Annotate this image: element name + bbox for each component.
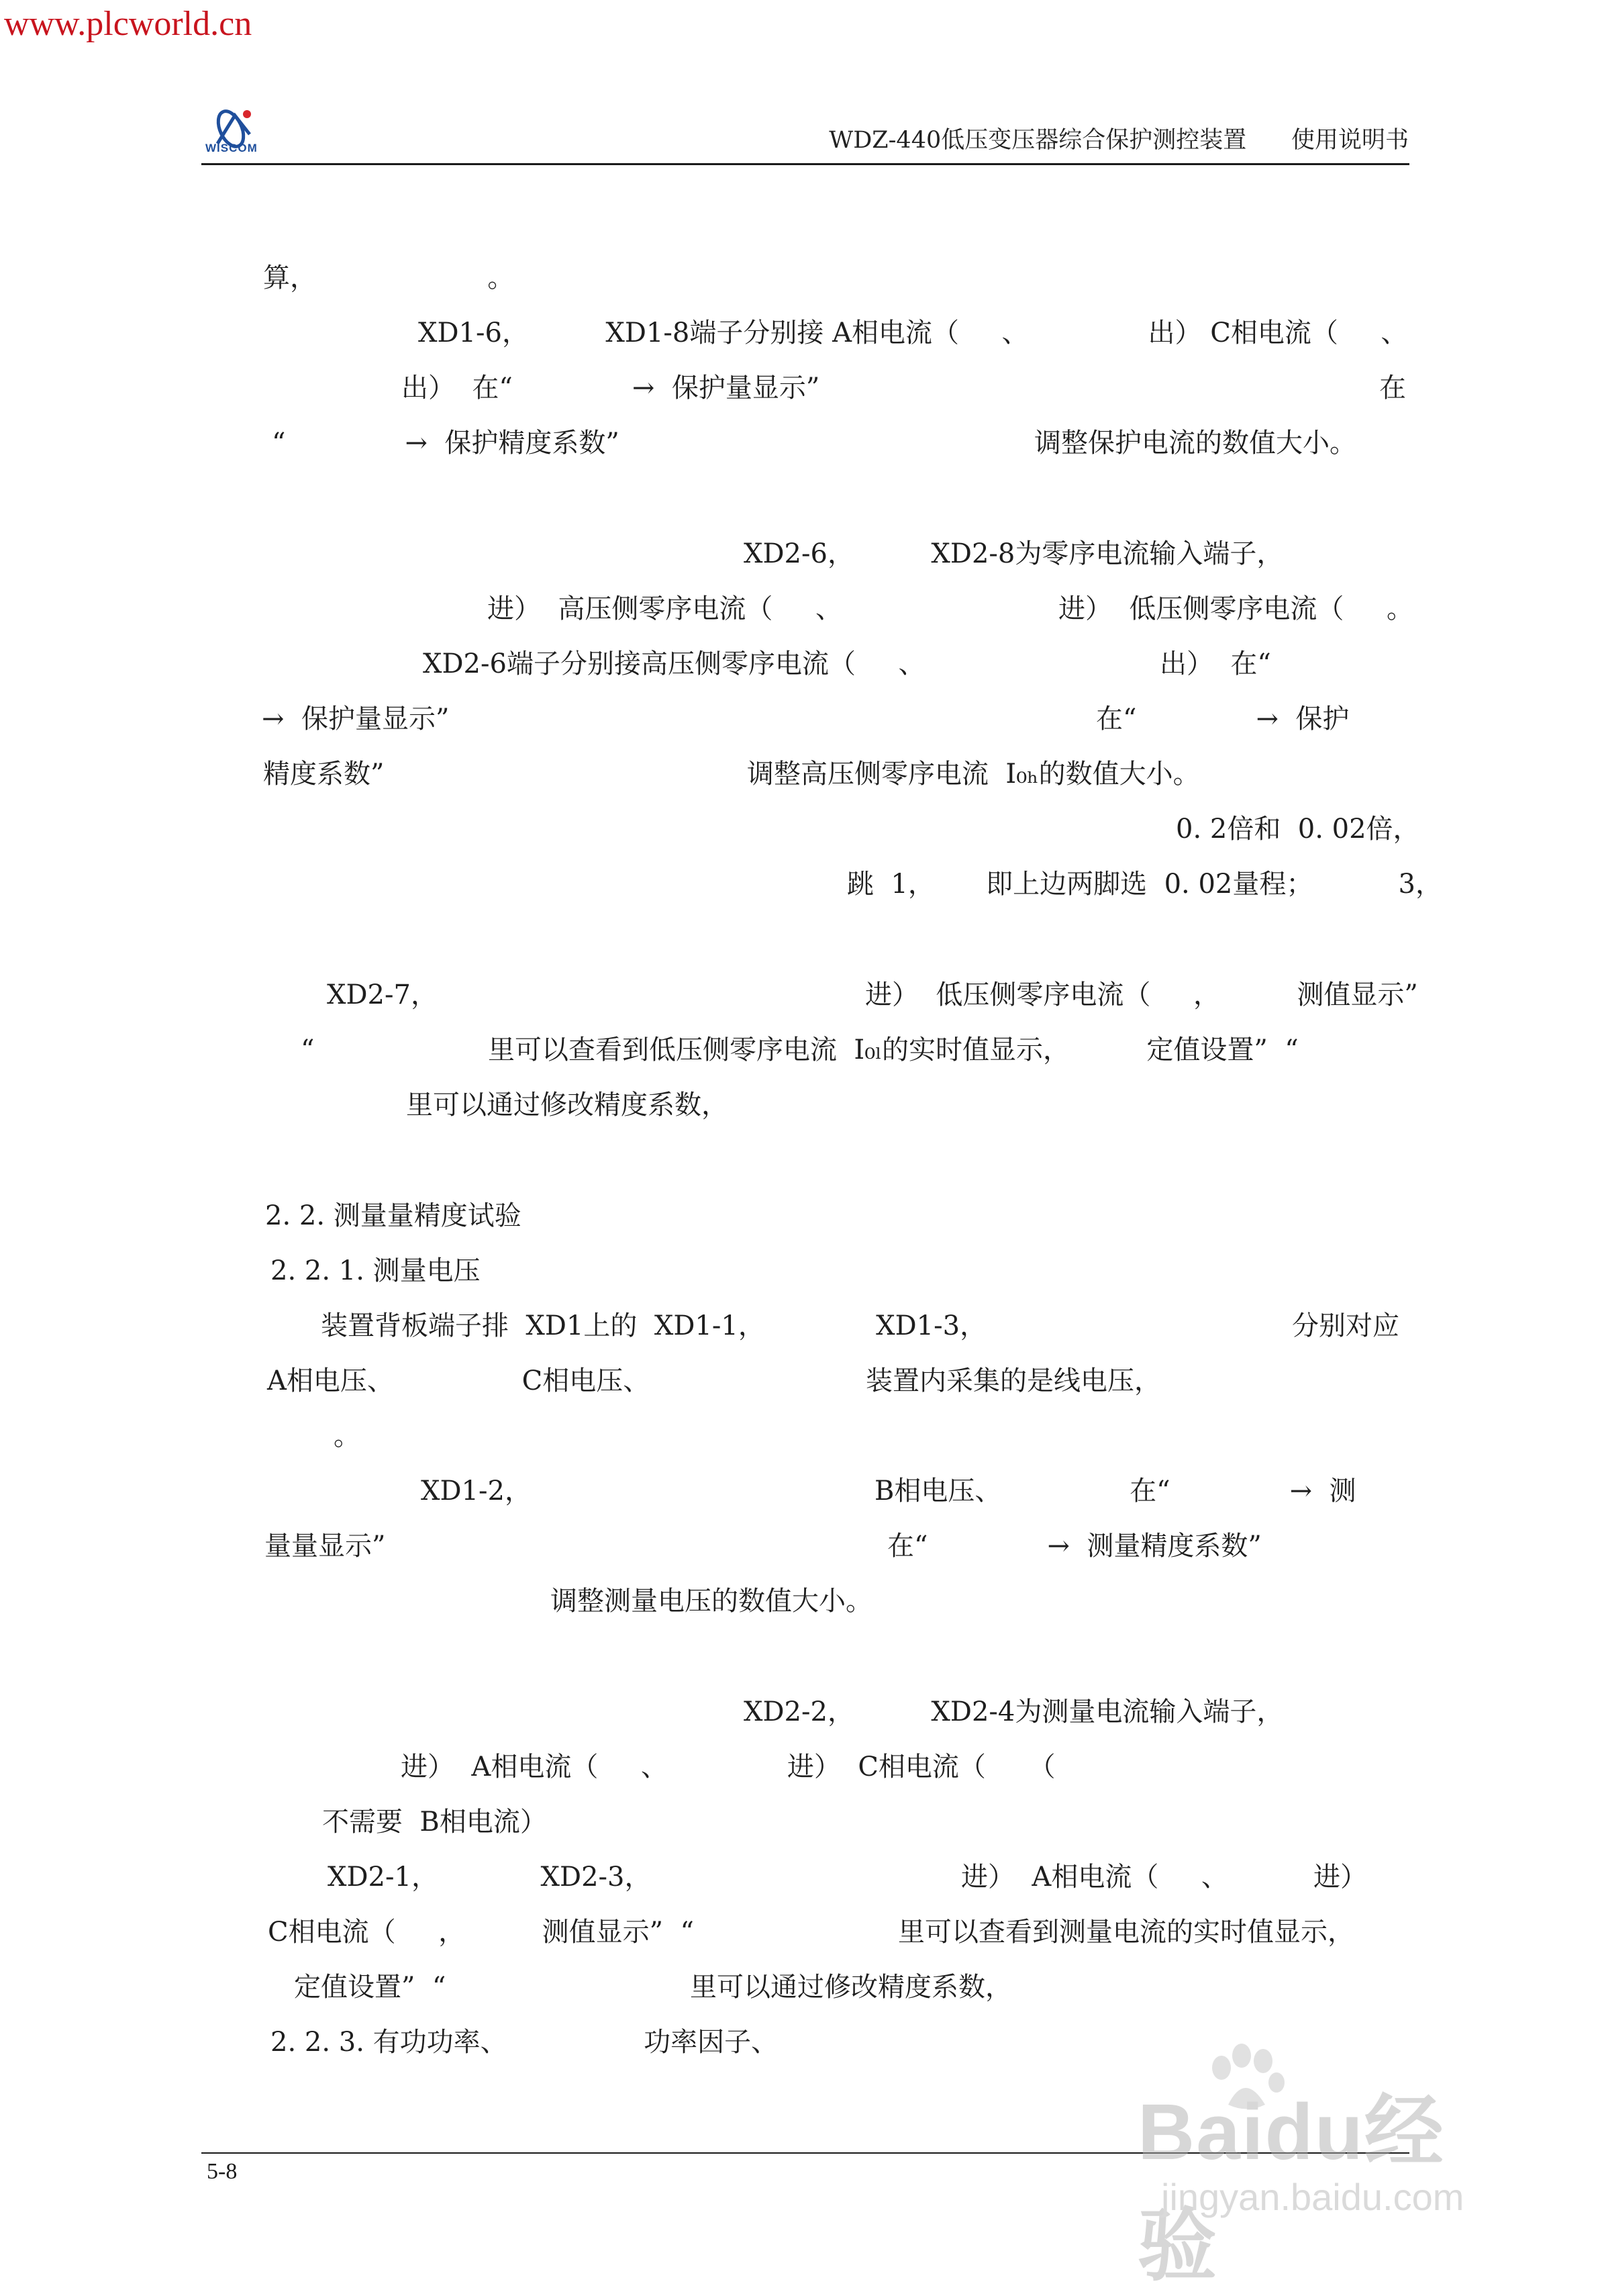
text-line: XD2-7，	[327, 979, 438, 1010]
watermark-url: jingyan.baidu.com	[1161, 2176, 1464, 2218]
text-line: 精度系数”	[263, 759, 385, 790]
text-line: 装置内采集的是线电压，	[866, 1366, 1161, 1396]
text-line: 分别对应	[1292, 1310, 1399, 1341]
subsection-heading: 2. 2. 1. 测量电压	[270, 1255, 481, 1286]
text-line: 不需要 B相电流）	[322, 1807, 547, 1837]
section-heading: 2. 2. 测量量精度试验	[265, 1200, 521, 1231]
watermark-brand: Baidu经验	[1138, 2088, 1445, 2291]
text-line: XD2-6端子分别接高压侧零序电流（ 、	[423, 649, 926, 679]
text-line: 定值设置” “	[294, 1972, 446, 2003]
text-line: A相电压、 C相电压、	[267, 1366, 650, 1396]
text-line: 在“ → 保护	[1096, 704, 1350, 734]
subsection-heading: 2. 2. 3. 有功功率、 功率因子、	[270, 2027, 779, 2058]
text-line: → 保护量显示”	[262, 704, 450, 734]
company-logo	[201, 94, 275, 161]
text-line: “ → 保护精度系数”	[272, 428, 619, 459]
logo-text: WISCOM	[205, 142, 258, 154]
text-line: 进） 低压侧零序电流（ ， 测值显示”	[865, 979, 1418, 1010]
text-line: 在	[1379, 373, 1406, 403]
header-rule	[201, 163, 1409, 165]
text-line: XD2-6， XD2-8为零序电流输入端子，	[744, 538, 1284, 569]
text-line: 出） 在“ → 保护量显示”	[401, 373, 820, 403]
text-line: 进） 高压侧零序电流（ 、	[487, 593, 843, 624]
header-title: WDZ-440低压变压器综合保护测控装置 使用说明书	[829, 127, 1409, 154]
site-url: www.plcworld.cn	[4, 5, 252, 43]
text-line: 里可以通过修改精度系数，	[690, 1972, 1012, 2003]
text-line: 。	[334, 1421, 360, 1451]
page-number: 5-8	[207, 2159, 238, 2184]
text-line: 量量显示”	[264, 1531, 386, 1562]
text-line: XD1-6， XD1-8端子分别接 A相电流（ 、 出） C相电流（ 、	[418, 318, 1408, 348]
text-line: “	[301, 1035, 315, 1065]
text-line: 调整高压侧零序电流 I₀ₕ的数值大小。	[747, 759, 1200, 790]
text-line: B相电压、 在“ → 测	[874, 1476, 1356, 1506]
text-line: 里可以通过修改精度系数，	[406, 1090, 728, 1120]
text-line: 进） A相电流（ 、 进） C相电流（ （	[401, 1752, 1056, 1782]
text-line: C相电流（ ， 测值显示” “	[268, 1917, 694, 1948]
baidu-watermark	[1101, 2041, 1517, 2291]
text-line: 里可以查看到测量电流的实时值显示，	[898, 1917, 1354, 1948]
text-line: 跳 1， 即上边两脚选 0. 02量程； 3，	[847, 869, 1442, 900]
text-line: 进） A相电流（ 、 进）	[961, 1862, 1368, 1893]
text-line: 在“ → 测量精度系数”	[887, 1531, 1262, 1562]
text-line: 调整保护电流的数值大小。	[1034, 428, 1356, 459]
text-line: 里可以查看到低压侧零序电流 I₀ₗ的实时值显示， 定值设置” “	[488, 1035, 1299, 1065]
text-line: 算， 。	[263, 262, 515, 293]
text-line: 进） 低压侧零序电流（ 。	[1058, 593, 1414, 624]
text-line: 调整测量电压的数值大小。	[550, 1586, 872, 1617]
text-line: 装置背板端子排 XD1上的 XD1-1， XD1-3，	[321, 1310, 987, 1341]
text-line: XD1-2，	[421, 1476, 532, 1506]
text-line: XD2-1， XD2-3，	[328, 1862, 652, 1893]
text-line: 0. 2倍和 0. 02倍，	[1176, 814, 1420, 845]
text-line: XD2-2， XD2-4为测量电流输入端子，	[744, 1696, 1284, 1727]
text-line: 出） 在“	[1160, 649, 1271, 679]
